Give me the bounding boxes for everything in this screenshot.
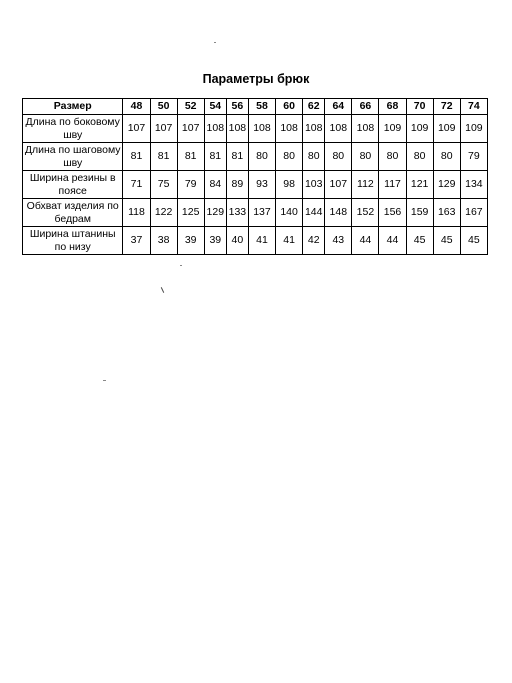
table-row: [23, 199, 488, 227]
table-cell: 108: [303, 115, 325, 143]
table-cell: 144: [303, 199, 325, 227]
table-cell: 122: [150, 199, 177, 227]
table-cell: 121: [406, 171, 433, 199]
size-header-cell: 48: [123, 99, 150, 115]
table-cell: 80: [406, 143, 433, 171]
row-label: Обхват изделия по бедрам: [23, 199, 123, 227]
size-header-cell: 74: [460, 99, 487, 115]
header-row: [23, 99, 488, 115]
size-header-cell: 52: [177, 99, 204, 115]
table-cell: 44: [379, 227, 406, 255]
size-header-cell: 60: [276, 99, 303, 115]
size-header-cell: 70: [406, 99, 433, 115]
size-header-cell: 56: [226, 99, 248, 115]
table-cell: 80: [379, 143, 406, 171]
table-cell: 38: [150, 227, 177, 255]
size-header-cell: 62: [303, 99, 325, 115]
table-row: [23, 115, 488, 143]
table-cell: 80: [276, 143, 303, 171]
size-table: [22, 98, 488, 255]
table-cell: 98: [276, 171, 303, 199]
table-cell: 39: [204, 227, 226, 255]
table-cell: 45: [433, 227, 460, 255]
table-cell: 41: [276, 227, 303, 255]
table-cell: 107: [177, 115, 204, 143]
table-cell: 107: [150, 115, 177, 143]
size-header-cell: 54: [204, 99, 226, 115]
table-cell: 129: [433, 171, 460, 199]
table-cell: 80: [325, 143, 352, 171]
table-cell: 80: [433, 143, 460, 171]
table-cell: 89: [226, 171, 248, 199]
table-cell: 125: [177, 199, 204, 227]
table-cell: 108: [276, 115, 303, 143]
table-cell: 152: [352, 199, 379, 227]
table-row: [23, 143, 488, 171]
table-cell: 108: [352, 115, 379, 143]
table-cell: 108: [325, 115, 352, 143]
table-cell: 167: [460, 199, 487, 227]
size-header-cell: 50: [150, 99, 177, 115]
table-cell: 112: [352, 171, 379, 199]
table-cell: 140: [276, 199, 303, 227]
table-cell: 71: [123, 171, 150, 199]
table-cell: 159: [406, 199, 433, 227]
table-cell: 80: [248, 143, 275, 171]
size-header-cell: 66: [352, 99, 379, 115]
table-cell: 108: [226, 115, 248, 143]
scan-speck: [103, 380, 106, 381]
table-cell: 45: [460, 227, 487, 255]
table-cell: 80: [352, 143, 379, 171]
size-header-cell: 72: [433, 99, 460, 115]
table-cell: 42: [303, 227, 325, 255]
size-header-cell: 64: [325, 99, 352, 115]
table-cell: 109: [460, 115, 487, 143]
table-row: [23, 227, 488, 255]
table-cell: 103: [303, 171, 325, 199]
table-cell: 117: [379, 171, 406, 199]
table-cell: 107: [325, 171, 352, 199]
table-cell: 41: [248, 227, 275, 255]
table-cell: 118: [123, 199, 150, 227]
table-cell: 81: [226, 143, 248, 171]
table-cell: 80: [303, 143, 325, 171]
size-header-cell: 68: [379, 99, 406, 115]
scan-speck: [161, 287, 164, 293]
table-cell: 79: [177, 171, 204, 199]
table-cell: 84: [204, 171, 226, 199]
scan-speck: [214, 42, 216, 43]
table-cell: 93: [248, 171, 275, 199]
table-cell: 81: [123, 143, 150, 171]
row-label: Ширина штанины по низу: [23, 227, 123, 255]
table-cell: 156: [379, 199, 406, 227]
table-cell: 75: [150, 171, 177, 199]
size-header-cell: 58: [248, 99, 275, 115]
table-cell: 45: [406, 227, 433, 255]
table-cell: 109: [379, 115, 406, 143]
row-label: Ширина резины в поясе: [23, 171, 123, 199]
table-cell: 40: [226, 227, 248, 255]
table-row: [23, 171, 488, 199]
table-cell: 108: [204, 115, 226, 143]
table-cell: 107: [123, 115, 150, 143]
table-cell: 81: [150, 143, 177, 171]
table-cell: 129: [204, 199, 226, 227]
table-cell: 39: [177, 227, 204, 255]
table-cell: 81: [177, 143, 204, 171]
table-cell: 108: [248, 115, 275, 143]
table-cell: 133: [226, 199, 248, 227]
table-cell: 37: [123, 227, 150, 255]
row-label: Длина по шаговому шву: [23, 143, 123, 171]
table-cell: 43: [325, 227, 352, 255]
table-cell: 148: [325, 199, 352, 227]
page-title: Параметры брюк: [202, 72, 310, 86]
table-cell: 79: [460, 143, 487, 171]
row-label: Длина по боковому шву: [23, 115, 123, 143]
table-cell: 109: [433, 115, 460, 143]
table-cell: 137: [248, 199, 275, 227]
table-cell: 109: [406, 115, 433, 143]
size-header-label: Размер: [23, 99, 123, 115]
table-cell: 44: [352, 227, 379, 255]
table-cell: 163: [433, 199, 460, 227]
table-cell: 134: [460, 171, 487, 199]
scan-speck: [180, 265, 182, 266]
table-cell: 81: [204, 143, 226, 171]
